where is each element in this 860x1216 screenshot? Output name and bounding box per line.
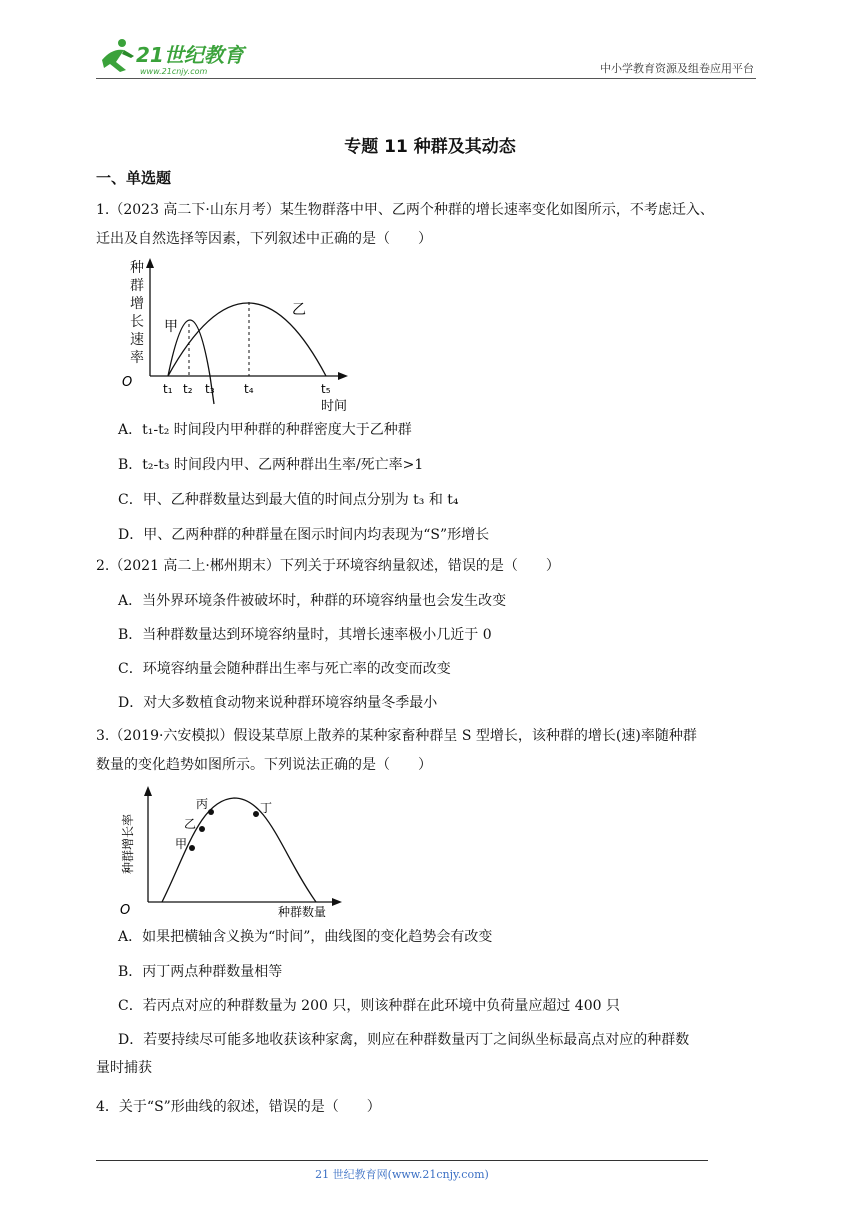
svg-text:率: 率 [130, 350, 144, 366]
curve-jia-label: 甲 [164, 319, 178, 335]
x-axis-arrow-icon [332, 898, 342, 906]
svg-text:t₄: t₄ [244, 382, 254, 396]
q3-option-d-continued: 量时捕获 [96, 1060, 152, 1076]
curve-yi-label: 乙 [292, 302, 306, 318]
question-1-stem: 1.（2023 高二下·山东月考）某生物群落中甲、乙两个种群的增长速率变化如图所示，不考虑迁入、 迁出及自然选择等因素，下列叙述中正确的是（ ） [96, 202, 714, 247]
logo-url: www.21cnjy.com [140, 67, 208, 76]
point-jia [189, 845, 195, 851]
figure-1-growth-rate-chart [116, 256, 356, 414]
svg-text:长: 长 [130, 314, 144, 330]
svg-text:t₃: t₃ [205, 382, 215, 396]
q1-option-a: A．t₁-t₂ 时间段内甲种群的种群密度大于乙种群 [118, 422, 412, 438]
svg-text:增: 增 [130, 296, 144, 312]
svg-text:t₁: t₁ [163, 382, 173, 396]
point-yi-label: 乙 [184, 817, 197, 831]
q2-option-d: D．对大多数植食动物来说种群环境容纳量冬季最小 [118, 695, 438, 711]
figure-1-y-label [130, 260, 144, 366]
page-footer[interactable]: 21 世纪教育网(www.21cnjy.com) [315, 1168, 489, 1181]
y-axis-arrow-icon [146, 258, 154, 268]
origin-label: O [122, 375, 133, 390]
figure-2-growth-rate-chart [116, 784, 348, 920]
q2-option-c: C．环境容纳量会随种群出生率与死亡率的改变而改变 [118, 661, 451, 677]
platform-name: 中小学教育资源及组卷应用平台 [600, 62, 754, 75]
header-divider [96, 78, 756, 79]
logo-text: 21世纪教育 [136, 43, 244, 67]
svg-text:t₅: t₅ [321, 382, 331, 396]
q3-option-c: C．若丙点对应的种群数量为 200 只，则该种群在此环境中负荷量应超过 400 只 [118, 998, 620, 1014]
site-logo [96, 34, 266, 78]
svg-text:群: 群 [130, 278, 144, 294]
question-4-stem: 4．关于“S”形曲线的叙述，错误的是（ ） [96, 1099, 381, 1115]
point-yi [199, 826, 205, 832]
svg-text:种: 种 [130, 260, 144, 276]
q1-option-c: C．甲、乙种群数量达到最大值的时间点分别为 t₃ 和 t₄ [118, 492, 459, 508]
y-axis-arrow-icon [144, 786, 152, 796]
svg-text:t₂: t₂ [183, 382, 193, 396]
point-bing-label: 丙 [196, 797, 209, 811]
figure-1-ticks [163, 382, 331, 396]
point-bing [208, 809, 214, 815]
figure-2-x-label: 种群数量 [278, 905, 327, 919]
point-ding [253, 811, 259, 817]
svg-text:速: 速 [130, 332, 144, 348]
q3-option-b: B．丙丁两点种群数量相等 [118, 964, 283, 980]
q2-option-a: A．当外界环境条件被破坏时，种群的环境容纳量也会发生改变 [118, 593, 507, 609]
runner-icon [102, 39, 134, 72]
q1-option-b: B．t₂-t₃ 时间段内甲、乙两种群出生率/死亡率>1 [118, 457, 424, 473]
point-jia-label: 甲 [175, 837, 188, 851]
x-axis-arrow-icon [338, 372, 348, 380]
footer-divider [96, 1160, 708, 1161]
q1-option-d: D．甲、乙两种群的种群量在图示时间内均表现为“S”形增长 [118, 527, 490, 543]
point-ding-label: 丁 [260, 801, 273, 815]
page-title: 专题 11 种群及其动态 [344, 137, 516, 157]
q2-option-b: B．当种群数量达到环境容纳量时，其增长速率极小几近于 0 [118, 627, 492, 643]
q3-option-d: D．若要持续尽可能多地收获该种家禽，则应在种群数量丙丁之间纵坐标最高点对应的种群数 [118, 1032, 690, 1048]
q3-option-a: A．如果把横轴含义换为“时间”，曲线图的变化趋势会有改变 [118, 929, 493, 945]
figure-2-y-label: 种群增长率 [121, 813, 135, 875]
question-3-stem: 3.（2019·六安模拟）假设某草原上散养的某种家畜种群呈 S 型增长，该种群的增长(速)率随种群 数量的变化趋势如图所示。下列说法正确的是（ ） [96, 728, 697, 773]
page-header [96, 34, 756, 78]
figure-1-x-label: 时间 [321, 399, 348, 414]
question-2-stem: 2.（2021 高二上·郴州期末）下列关于环境容纳量叙述，错误的是（ ） [96, 558, 560, 574]
section-heading: 一、单选题 [96, 169, 172, 187]
origin-label: O [120, 903, 131, 918]
